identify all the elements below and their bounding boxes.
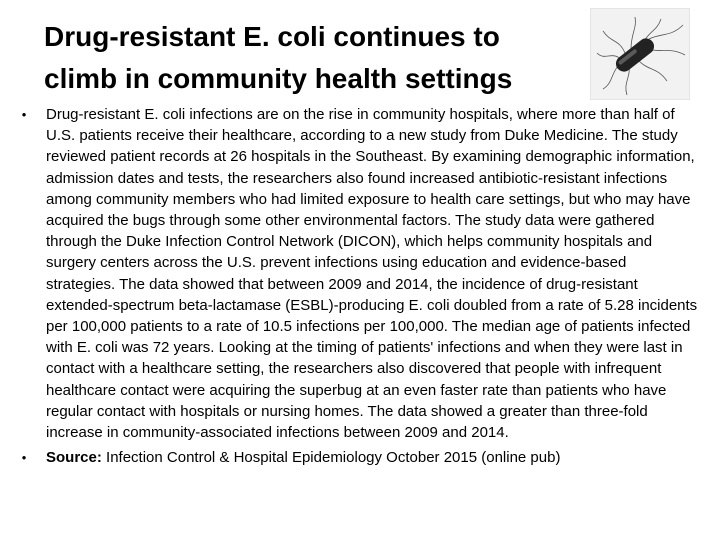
bullet-list [18, 104, 698, 472]
bullet-marker: • [21, 450, 27, 466]
bacterium-illustration [591, 9, 689, 99]
source-citation [46, 447, 698, 468]
article-summary: Drug-resistant E. coli infections are on the rise in community hospitals, where more than half of U.S. patients receive their healthcare, according to a new study from Duke Medicine. The study reviewed patient records at 26 hospitals in the Southeast. By examining demographic information, admission dates and tests, the researchers also found increased antibiotic-resistant infections among community members who had limited exposure to health care settings, but who may have acquired the bugs through some other environmental factors. The study data were gathered through the Duke Infection Control Network (DICON), which helps community hospitals and surgery centers across the U.S. prevent infections using education and evidence-based strategies. The data showed that between 2009 and 2014, the incidence of drug-resistant extended-spectrum beta-lactamase (ESBL)-producing E. coli doubled from a rate of 5.28 incidents per 100,000 patients to a rate of 10.5 infections per 100,000. The median age of patients infected with E. coli was 72 years. Looking at the timing of patients' infections and when they were last in contact with a healthcare setting, the researchers also discovered that people with infrequent healthcare contact were acquiring the superbug at an even faster rate than patients who have regular contact with hospitals or nursing homes. The data showed a greater than three-fold increase in community-associated infections between 2009 and 2014. [46, 106, 698, 442]
source-text: Infection Control & Hospital Epidemiology October 2015 (online pub) [101, 449, 561, 467]
list-item [18, 447, 698, 468]
list-item [18, 104, 698, 443]
slide-title-line-1: Drug-resistant E. coli continues to [44, 21, 500, 52]
bacterium-icon [590, 8, 690, 100]
source-label: Source: [46, 449, 102, 467]
bullet-marker: • [21, 107, 27, 122]
slide-title [44, 16, 584, 100]
slide-title-line-2: climb in community health settings [44, 63, 513, 94]
